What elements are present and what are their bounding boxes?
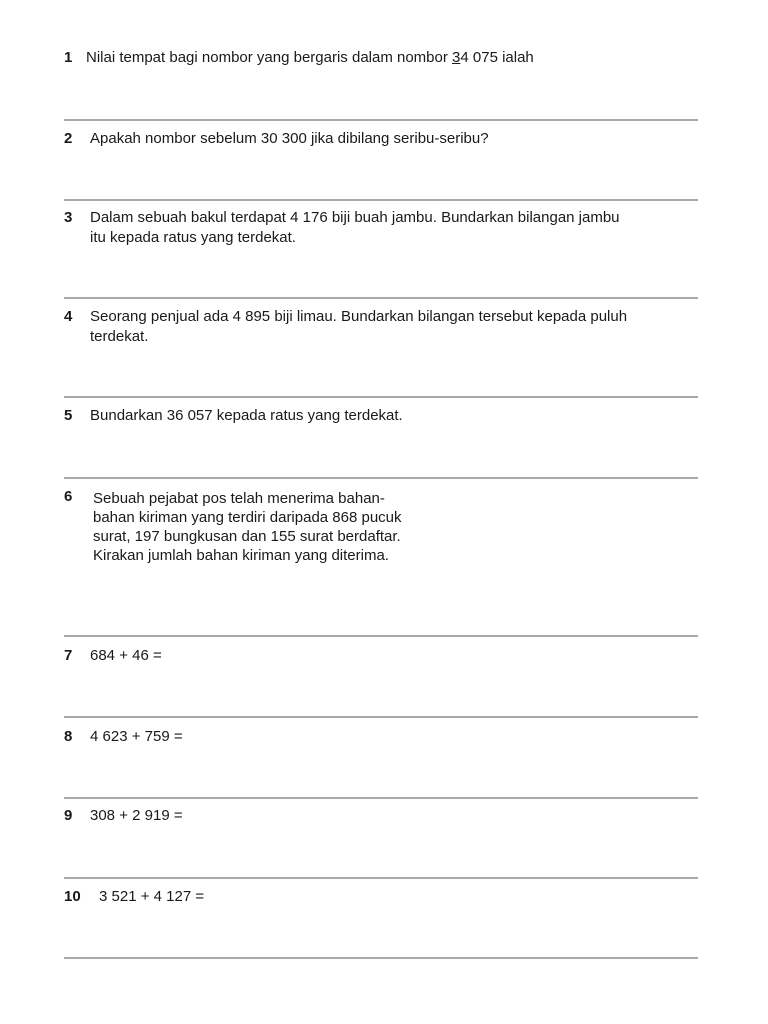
answer-line-8 [64, 797, 698, 799]
answer-line-9 [64, 877, 698, 879]
question-text: Sebuah pejabat pos telah menerima bahan- bahan kiriman yang terdiri daripada 868 pucuk surat, 197 bungkusan dan 155 surat berdaftar. Kirakan jumlah bahan kiriman yang diterima. [93, 490, 402, 564]
question-number: 4 [64, 308, 73, 325]
answer-line-4 [64, 396, 698, 398]
question-number: 3 [64, 209, 73, 226]
question-text: Bundarkan 36 057 kepada ratus yang terdekat. [90, 407, 403, 424]
question-text: 684 + 46 = [90, 647, 162, 664]
question-number: 6 [64, 488, 73, 505]
answer-line-2 [64, 199, 698, 201]
question-text: 308 + 2 919 = [90, 807, 183, 824]
answer-line-1 [64, 119, 698, 121]
question-number: 8 [64, 728, 73, 745]
answer-line-5 [64, 477, 698, 479]
question-text: Apakah nombor sebelum 30 300 jika dibilang seribu-seribu? [90, 130, 489, 147]
underlined-digit: 3 [452, 49, 461, 66]
question-text: 4 623 + 759 = [90, 728, 183, 745]
answer-line-7 [64, 716, 698, 718]
question-text [86, 48, 704, 68]
answer-line-3 [64, 297, 698, 299]
question-number: 5 [64, 407, 73, 424]
question-text: Dalam sebuah bakul terdapat 4 176 biji buah jambu. Bundarkan bilangan jambu itu kepada ratus yang terdekat. [90, 209, 620, 246]
question-number: 1 [64, 49, 73, 66]
question-text-end: 4 075 ialah [460, 49, 534, 66]
question-number: 2 [64, 130, 73, 147]
question-number: 9 [64, 807, 73, 824]
question-number: 7 [64, 647, 73, 664]
question-text-start: Nilai tempat bagi nombor yang bergaris dalam nombor [86, 49, 453, 66]
question-text: Seorang penjual ada 4 895 biji limau. Bundarkan bilangan tersebut kepada puluh terdekat. [90, 308, 628, 345]
answer-line-6 [64, 635, 698, 637]
answer-line-10 [64, 957, 698, 959]
question-number: 10 [64, 888, 81, 905]
question-text: 3 521 + 4 127 = [99, 888, 205, 905]
